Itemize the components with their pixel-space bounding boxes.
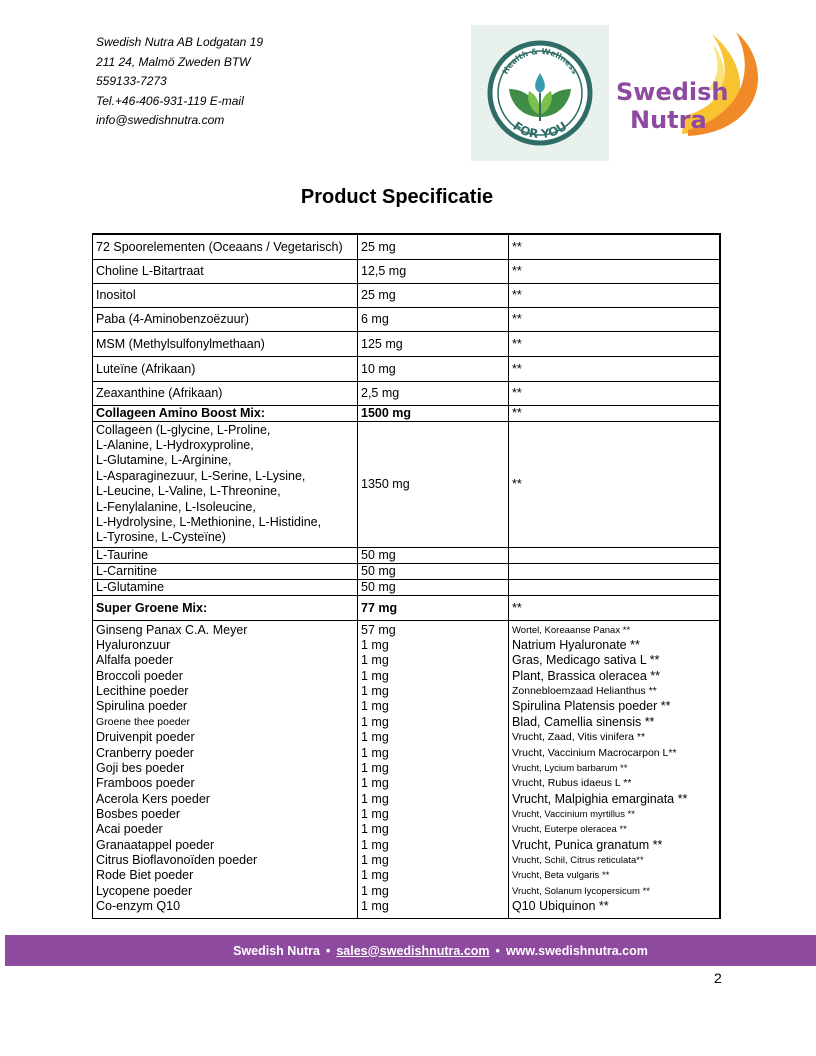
ingredient-amount: 50 mg [358, 547, 509, 563]
green-mix-ingredient: Co-enzym Q10 [96, 898, 181, 913]
green-mix-source: Vrucht, Solanum lycopersicum ** [512, 885, 650, 897]
green-mix-amount: 1 mg [361, 668, 389, 683]
green-mix-ingredient: Acerola Kers poeder [96, 791, 210, 806]
ingredient-amount: 25 mg [358, 283, 509, 307]
table-row [93, 563, 720, 579]
mix-heading: Collageen Amino Boost Mix: [93, 405, 358, 421]
green-mix-amount: 1 mg [361, 760, 389, 775]
mix-heading: Super Groene Mix: [93, 595, 358, 620]
ingredient-name [93, 421, 358, 547]
green-mix-amount: 1 mg [361, 791, 389, 806]
ingredient-amount: 2,5 mg [358, 381, 509, 405]
green-mix-amount: 1 mg [361, 822, 389, 837]
green-mix-source: Wortel, Koreaanse Panax ** [512, 624, 631, 636]
swedish-nutra-logo [612, 30, 762, 142]
ingredient-amount: 125 mg [358, 331, 509, 356]
green-mix-amount: 1 mg [361, 883, 389, 898]
green-mix-source: Zonnebloemzaad Helianthus ** [512, 685, 657, 698]
green-mix-ingredient: Citrus Bioflavonoïden poeder [96, 852, 258, 867]
address-line: 559133-7273 [96, 74, 167, 88]
green-mix-amount: 1 mg [361, 730, 389, 745]
address-line: Swedish Nutra AB Lodgatan 19 [96, 35, 263, 49]
address-line: 211 24, Malmö Zweden BTW [96, 54, 251, 69]
green-mix-ingredient: Lecithine poeder [96, 684, 189, 699]
footer-separator: • [495, 943, 500, 958]
green-mix-amount: 1 mg [361, 898, 389, 913]
spec-table [92, 233, 721, 919]
mix-amount: 1500 mg [358, 405, 509, 421]
ingredient-note [509, 563, 720, 579]
hw-logo-bottom-text: FOR YOU [510, 118, 570, 142]
ingredient-note: ** [509, 331, 720, 356]
brand-logo-line1: Swedish [616, 78, 729, 106]
green-mix-source: Vrucht, Malpighia emarginata ** [512, 791, 688, 806]
green-mix-ingredient: Rode Biet poeder [96, 868, 194, 883]
ingredient-amount: 1350 mg [358, 421, 509, 547]
green-mix-source: Vrucht, Punica granatum ** [512, 837, 663, 852]
table-row [93, 331, 720, 356]
footer-bar [5, 935, 816, 966]
ingredient-name: Paba (4-Aminobenzoëzuur) [93, 307, 358, 331]
ingredient-amount: 25 mg [358, 234, 509, 259]
green-mix-source: Gras, Medicago sativa L ** [512, 653, 660, 668]
green-mix-source: Vrucht, Vaccinium myrtillus ** [512, 808, 636, 820]
table-row [93, 405, 720, 421]
ingredient-amount: 6 mg [358, 307, 509, 331]
green-mix-source: Vrucht, Beta vulgaris ** [512, 870, 610, 882]
green-mix-source: Plant, Brassica oleracea ** [512, 668, 660, 683]
green-mix-amount: 1 mg [361, 699, 389, 714]
green-mix-source: Q10 Ubiquinon ** [512, 898, 609, 913]
green-mix-ingredient: Hyaluronzuur [96, 638, 171, 653]
green-mix-amount: 1 mg [361, 852, 389, 867]
health-wellness-logo [471, 25, 609, 161]
table-row [93, 620, 720, 918]
green-mix-source: Vrucht, Zaad, Vitis vinifera ** [512, 731, 646, 744]
green-mix-source: Vrucht, Rubus idaeus L ** [512, 777, 632, 790]
ingredient-note: ** [509, 405, 720, 421]
green-mix-ingredient: Broccoli poeder [96, 668, 183, 683]
ingredient-name: MSM (Methylsulfonylmethaan) [93, 331, 358, 356]
green-mix-source: Vrucht, Euterpe oleracea ** [512, 824, 627, 836]
ingredient-amount: 50 mg [358, 579, 509, 595]
green-mix-amount: 1 mg [361, 745, 389, 760]
ingredient-name-line: L-Fenylalanine, L-Isoleucine, [96, 499, 256, 514]
ingredient-amount: 12,5 mg [358, 259, 509, 283]
footer-email-link[interactable]: sales@swedishnutra.com [336, 943, 490, 958]
ingredient-name: Zeaxanthine (Afrikaan) [93, 381, 358, 405]
address-line: Tel.+46-406-931-119 E-mail [96, 93, 244, 108]
ingredient-name-line: Collageen (L-glycine, L-Proline, [96, 422, 271, 437]
green-mix-amount: 1 mg [361, 684, 389, 699]
green-mix-names [93, 620, 358, 918]
table-row [93, 547, 720, 563]
green-mix-ingredient: Framboos poeder [96, 776, 195, 791]
footer-separator: • [325, 943, 331, 958]
ingredient-name-line: L-Alanine, L-Hydroxyproline, [96, 437, 254, 452]
green-mix-amount: 1 mg [361, 776, 389, 791]
green-mix-amount: 1 mg [361, 868, 389, 883]
company-address [96, 33, 263, 131]
green-mix-ingredient: Alfalfa poeder [96, 653, 174, 668]
green-mix-ingredient: Acai poeder [96, 822, 163, 837]
table-row [93, 356, 720, 381]
green-mix-amount: 57 mg [361, 622, 396, 637]
ingredient-note [509, 547, 720, 563]
green-mix-amount: 1 mg [361, 653, 389, 668]
mix-amount: 77 mg [358, 595, 509, 620]
green-mix-ingredient: Druivenpit poeder [96, 730, 195, 745]
ingredient-name: 72 Spoorelementen (Oceaans / Vegetarisch) [93, 234, 358, 259]
ingredient-note: ** [509, 421, 720, 547]
ingredient-name: L-Taurine [93, 547, 358, 563]
ingredient-note: ** [509, 283, 720, 307]
brand-logo-line2: Nutra [630, 106, 707, 134]
ingredient-name-line: L-Leucine, L-Valine, L-Threonine, [96, 484, 281, 499]
table-row [93, 283, 720, 307]
green-mix-amounts [358, 620, 509, 918]
page-title: Product Specificatie [300, 186, 494, 208]
green-mix-amount: 1 mg [361, 806, 389, 821]
hw-logo-top-text: Health & Wellness [500, 46, 580, 76]
ingredient-note: ** [509, 259, 720, 283]
ingredient-amount: 10 mg [358, 356, 509, 381]
ingredient-name: Luteïne (Afrikaan) [93, 356, 358, 381]
ingredient-note: ** [509, 234, 720, 259]
ingredient-note: ** [509, 356, 720, 381]
green-mix-ingredient: Lycopene poeder [96, 883, 193, 898]
table-row [93, 381, 720, 405]
page-number: 2 [714, 970, 722, 986]
ingredient-name: L-Glutamine [93, 579, 358, 595]
ingredient-note: ** [509, 595, 720, 620]
ingredient-name: Inositol [93, 283, 358, 307]
ingredient-amount: 50 mg [358, 563, 509, 579]
table-row [93, 421, 720, 547]
green-mix-amount: 1 mg [361, 638, 389, 653]
footer-website[interactable]: www.swedishnutra.com [505, 943, 648, 958]
ingredient-name-line: L-Glutamine, L-Arginine, [96, 453, 232, 468]
table-row [93, 307, 720, 331]
green-mix-amount: 1 mg [361, 837, 389, 852]
ingredient-note [509, 579, 720, 595]
green-mix-ingredient: Ginseng Panax C.A. Meyer [96, 622, 248, 637]
green-mix-source: Vrucht, Vaccinium Macrocarpon L** [512, 746, 677, 759]
ingredient-note: ** [509, 381, 720, 405]
green-mix-ingredient: Cranberry poeder [96, 745, 194, 760]
table-row [93, 579, 720, 595]
green-mix-ingredient: Granaatappel poeder [96, 837, 215, 852]
green-mix-source: Vrucht, Schil, Citrus reticulata** [512, 854, 644, 866]
address-line: info@swedishnutra.com [96, 113, 225, 127]
footer-brand: Swedish Nutra [233, 943, 320, 958]
ingredient-name-line: L-Asparaginezuur, L-Serine, L-Lysine, [96, 468, 306, 483]
ingredient-name-line: L-Tyrosine, L-Cysteïne) [96, 530, 226, 545]
green-mix-ingredient: Goji bes poeder [96, 760, 185, 775]
table-row [93, 234, 720, 259]
green-mix-sources [509, 620, 720, 918]
green-mix-ingredient: Groene thee poeder [96, 715, 190, 728]
green-mix-ingredient: Bosbes poeder [96, 806, 181, 821]
green-mix-source: Spirulina Platensis poeder ** [512, 699, 671, 714]
table-row [93, 259, 720, 283]
green-mix-ingredient: Spirulina poeder [96, 699, 188, 714]
green-mix-source: Blad, Camellia sinensis ** [512, 714, 655, 729]
ingredient-name: L-Carnitine [93, 563, 358, 579]
ingredient-name: Choline L-Bitartraat [93, 259, 358, 283]
green-mix-source: Vrucht, Lycium barbarum ** [512, 762, 628, 774]
green-mix-amount: 1 mg [361, 714, 389, 729]
green-mix-source: Natrium Hyaluronate ** [512, 638, 640, 653]
table-row [93, 595, 720, 620]
ingredient-name-line: L-Hydrolysine, L-Methionine, L-Histidine, [96, 514, 322, 529]
ingredient-note: ** [509, 307, 720, 331]
